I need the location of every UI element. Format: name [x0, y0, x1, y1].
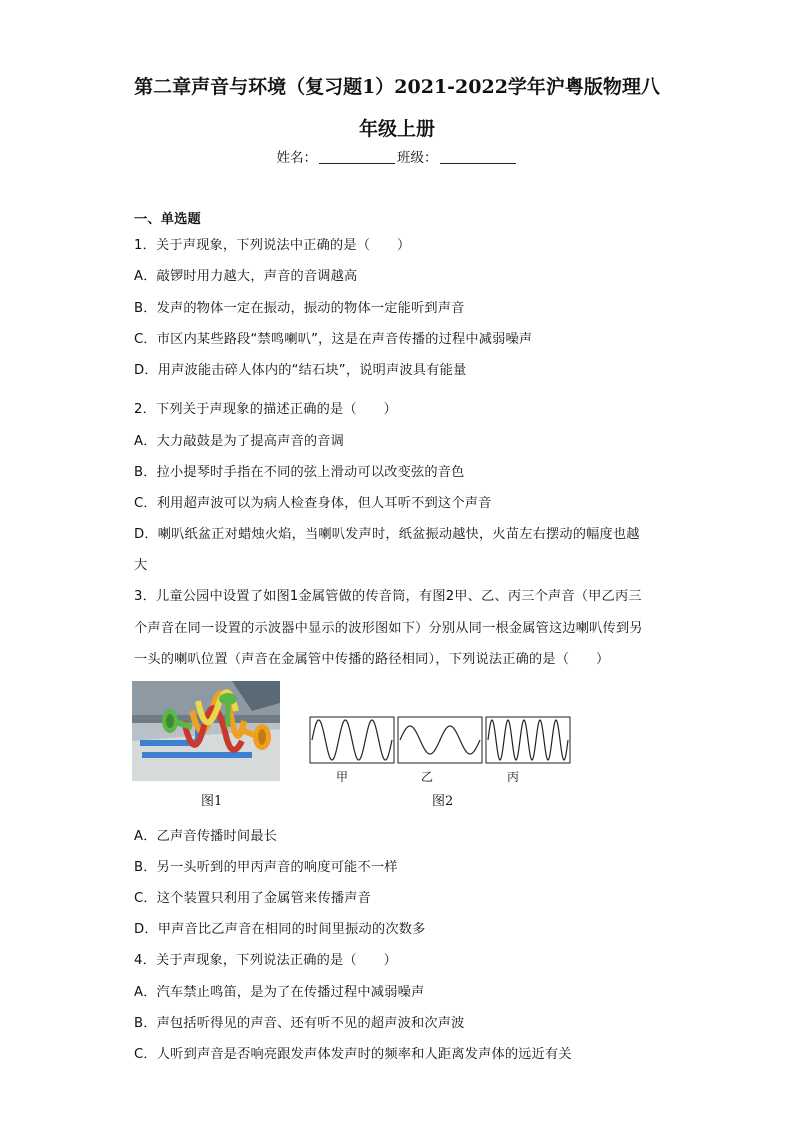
question-3-stem-line1: 3．儿童公园中设置了如图1金属管做的传音筒，有图2甲、乙、丙三个声音（甲乙丙三: [134, 589, 642, 604]
question-1-option-b: B．发声的物体一定在振动，振动的物体一定能听到声音: [134, 301, 465, 316]
class-label: 班级：: [397, 150, 438, 166]
student-info-line: [0, 146, 794, 166]
question-3-option-b: B．另一头听到的甲丙声音的响度可能不一样: [134, 860, 398, 875]
question-1-option-a: A．敲锣时用力越大，声音的音调越高: [134, 269, 358, 284]
question-2-option-d-cont: 大: [134, 558, 148, 573]
figure-2-caption: 图2: [432, 794, 454, 809]
question-2-stem: 2．下列关于声现象的描述正确的是（ ）: [134, 402, 397, 417]
question-3-stem-line2: 个声音在同一设置的示波器中显示的波形图如下）分别从同一根金属管这边喇叭传到另: [134, 621, 643, 636]
question-3-stem-line3: 一头的喇叭位置（声音在金属管中传播的路径相同），下列说法正确的是（ ）: [134, 652, 610, 667]
document-title-line2: 年级上册: [358, 118, 435, 140]
question-4-option-c: C．人听到声音是否响亮跟发声体发声时的频率和人距离发声体的远近有关: [134, 1047, 572, 1062]
question-3-option-a: A．乙声音传播时间最长: [134, 829, 278, 844]
question-1-stem: 1．关于声现象，下列说法中正确的是（ ）: [134, 238, 411, 253]
wave-label-yi: 乙: [421, 770, 434, 784]
wave-bing-curve: [488, 720, 568, 760]
figure-2-waveforms: [309, 715, 571, 765]
figure-1-caption: 图1: [201, 794, 223, 809]
question-3-option-c: C．这个装置只利用了金属管来传播声音: [134, 891, 371, 906]
question-4-stem: 4．关于声现象，下列说法正确的是（ ）: [134, 953, 397, 968]
question-3-option-d: D．甲声音比乙声音在相同的时间里振动的次数多: [134, 922, 426, 937]
class-blank: [440, 149, 516, 164]
wave-jia-curve: [312, 720, 392, 760]
figure-1-sound-tube-photo: [132, 681, 280, 781]
wave-label-jia: 甲: [336, 770, 349, 784]
name-blank: [319, 149, 395, 164]
wave-yi-curve: [400, 726, 480, 754]
question-2-option-a: A．大力敲鼓是为了提高声音的音调: [134, 434, 345, 449]
wave-label-bing: 丙: [507, 770, 520, 784]
question-2-option-c: C．利用超声波可以为病人检查身体，但人耳听不到这个声音: [134, 496, 492, 511]
question-4-option-b: B．声包括听得见的声音、还有听不见的超声波和次声波: [134, 1016, 465, 1031]
document-title-line1: 第二章声音与环境（复习题1）2021-2022学年沪粤版物理八: [134, 76, 660, 98]
question-4-option-a: A．汽车禁止鸣笛，是为了在传播过程中减弱噪声: [134, 985, 425, 1000]
question-1-option-c: C．市区内某些路段“禁鸣喇叭”，这是在声音传播的过程中减弱噪声: [134, 332, 533, 347]
question-1-option-d: D．用声波能击碎人体内的“结石块”，说明声波具有能量: [134, 363, 467, 378]
section-heading: 一、单选题: [134, 212, 201, 227]
name-label: 姓名：: [276, 150, 317, 166]
question-2-option-b: B．拉小提琴时手指在不同的弦上滑动可以改变弦的音色: [134, 465, 465, 480]
question-2-option-d: D．喇叭纸盆正对蜡烛火焰，当喇叭发声时，纸盆振动越快，火苗左右摆动的幅度也越: [134, 527, 640, 542]
